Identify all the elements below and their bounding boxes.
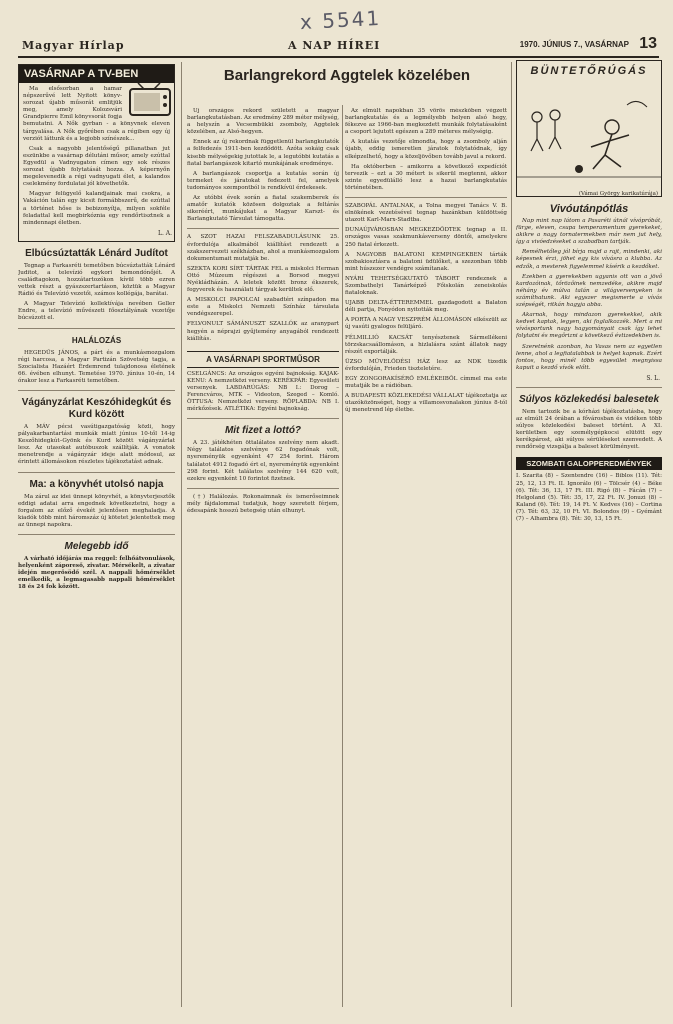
lenard-paragraph: Tegnap a Farkasréti temetőben búcsúztatták Lénárd Juditot, a televízió egykori bemondónőjét. A családtagokon, hozzátartozókon kívül több ezren vettek részt a gyászszertartáson, köztük a Magyar Rádió és Televízió vezetői, számos kollégája, barátai. [18, 262, 175, 298]
cartoon [516, 60, 662, 197]
divider [345, 197, 507, 198]
column-divider [342, 105, 343, 1007]
article-paragraph: A barlangászok csoportja a kutatás során új termeket és járatokat fedezett fel, amelyek tudományos szempontból is rendkívül érdekesek. [187, 170, 339, 191]
paper-name: Magyar Hírlap [22, 39, 125, 52]
vivout-paragraph: Nap mint nap látom a Pasaréti útnál vívópróbát, fürge, eleven, csupa temperamentum gyerekeket, akikre a nagy tornatermekben már nem jut hely, így a vivóedzéseket a szabadban tartják. [516, 218, 662, 246]
news-item: FELVONULT SÁMÁNUSZT SZALLÓK az aranypart hegyén a néprajzi gyűjtemény anyagából rendezett kiállítás. [187, 321, 339, 342]
sport-box [187, 351, 339, 368]
tv-paragraph: Ma elsősorban a hamar népszerűvé lett Nyitott könyv-sorozat újabb műsorát emlitjük meg, amely Kolozsvári Grandpierre Emil könyvsorát fogja bemutatni. A Nők gyrban - a könyvnek eleven tárgyalása. A Nők győrében csak a régiben egy új verziót láttunk és a legjobb színészek... [23, 86, 170, 142]
divider [187, 418, 339, 419]
news-item: SZEKTA KORI SÍRT TÁRTAK FEL a miskolci Herman Ottó Múzeum régészei a Borsod megyei Nyékládházán. A leletek között bronz ékszerek, fegyverek és használati tárgyak kerültek elő. [187, 265, 339, 294]
news-item: EGY ZONGORAKÍSÉRŐ EMLÉKEIBŐL címmel ma este mutatják be a rádióban. [345, 376, 507, 390]
news-item: A SZOT HAZAI FELSZABADULÁSUNK 25. évfordulója alkalmából kiállítást rendezett a szakszervezeti székházban, ahol a munkásmozgalom dokumentumait mutatják be. [187, 234, 339, 262]
news-item: SZABOPÁL ANTALNAK, a Tolna megyei Tanács V. B. elnökének vezetésével tegnap hazánkban küldöttség utazott Karl-Marx-Stadtba. [345, 203, 507, 224]
race-results-title: SZOMBATI GALOPPEREDMÉNYEK [516, 457, 662, 470]
column-4 [516, 60, 662, 1010]
divider [18, 534, 175, 535]
vagany-headline: Vágányzárlat Keszóhidegkút és Kurd között [21, 397, 172, 420]
lotto-paragraph: A 23. játékhéten öttalálatos szelvény nem akadt. Négy találatos szelvénye 62 fogadónak volt, nyereményük egyenként 47 254 forint. Három találatot 4912 fogadó ért el, nyereményük egyenként 298 forint. Két találatos szelvény 144 620 volt, ezekre egyenként 10 forintot fizetnek. [187, 440, 339, 482]
idojaras-paragraph: A várható időjárás ma reggel: felhőátvonulások, helyenként záporeső, zivatar. Mérsékelt, a zivatar idején megerősödő szél. A nappali hőmérséklet emelkedik, a legmagasabb nappali hőmérséklet 18 és 24 fok között. [18, 556, 175, 591]
issue-date: 1970. JÚNIUS 7., VASÁRNAP [519, 40, 629, 49]
cartoon-caption: (Vámai György karikatúrája) [578, 191, 658, 197]
obituary-paragraph: (†) Halálozás. Rokonaimnak és ismerőseimnek mély fájdalommal tudatjuk, hogy szeretett férjem, édesapánk hosszú betegség után elhunyt. [187, 493, 339, 515]
tv-signature: L. A. [157, 229, 172, 237]
vivout-paragraph: Akarnak, hogy mindazon gyerekekkel, akik kedvet kaptak, legyen, aki foglalkozzék. Mert a mi vívósportunk nagy hagyományait csak így lehet folytatni és megőrizni a következő évtizedekben is. [516, 312, 662, 340]
article-paragraph: Új országos rekord született a magyar barlangkutatásban. Az eredmény 289 méter mélység, a helyszín a Vecsembükki zsomboly, Aggtelek közelében, az Alsó-hegyen. [187, 108, 339, 136]
main-headline: Barlangrekord Aggtelek közelében [223, 67, 471, 84]
divider [18, 328, 175, 329]
vivout-headline: Vivóutánpótlás [549, 203, 629, 215]
article-paragraph: Ha októberben – amikorra a következő expedíciót tervezik – ezt a 30 métert is sikerül megtenni, akkor szinte egyedülálló lesz a hazai barlangkutatás történetében. [345, 163, 507, 191]
masthead [18, 34, 659, 58]
cartoon-drawing [517, 77, 661, 187]
konyvhet-paragraph: Ma zárul az idei ünnepi könyvhét, a könyvterjesztők eddigi adatai arra engednek következtetni, hogy a forgalom az előző évekét jelentősen meghaladja. A kiadók több mint háromszáz új kötetet jelentettek meg az ünnepi napokra. [18, 493, 175, 528]
cartoon-title: BÜNTETŐRÚGÁS [530, 65, 648, 77]
divider [187, 488, 339, 489]
section-title: A NAP HÍREI [288, 39, 381, 52]
tv-box [18, 64, 175, 242]
column-divider [181, 62, 182, 1007]
divider [18, 390, 175, 391]
vivout-paragraph: Ezekben a gyerekekben ugyanis ott van a jövő kardozóinak, tőrözőinek nemzedéke, akikre majd néhány év múlva talán a világversenyeken is számíthatunk. Aki egyszer megismerte a vívás szépségét, ritkán hagyja abba. [516, 273, 662, 309]
lenard-headline: Elbúcsúztatták Lénárd Judítot [25, 247, 168, 259]
tv-box-title: VASÁRNAP A TV-BEN [19, 65, 174, 83]
handwritten-note: x 5541 [299, 5, 382, 35]
lenard-paragraph: A Magyar Televízió kollektívája nevében Geller Endre, a televízió művészeti főosztályának vezetője búcsúzott el. [18, 301, 175, 322]
news-item: UJABB DELTA-ÉTTEREMMEL gazdagodott a Balaton déli partja, Fonyódon nyitották meg. [345, 300, 507, 314]
news-item: A BUDAPESTI KÖZLEKEDÉSI VÁLLALAT tájékoztatja az utazóközönséget, hogy a villamosvonalakon június 8-tól új menetrend lép életbe. [345, 393, 507, 414]
vivout-signature: S. L. [646, 374, 660, 382]
news-item: NYÁRI TEHETSÉGKUTATÓ TÁBORT rendeznek a Szombathelyi Tanárképző Főiskolán zeneiskolás fiataloknak. [345, 275, 507, 297]
vivout-paragraph: Remélhetőleg jól bírja majd a rajt, mindenki, aki képesnek érzi, jöhet egy kis vívásra a klubba. Az edzők, a mesterek figyelemmel kísérik a kezdőket. [516, 249, 662, 270]
news-item: A MISKOLCI PAPOLCAI szabadtéri színpadon ma este a Miskolci Nemzeti Színház társulata vendégszerepel. [187, 297, 339, 318]
article-paragraph: Ennek az új rekordnak függetlenül barlangkutatók a felfedezés 1911-ben kezdődött. Azóta sokáig csak kisebb mélységekig jutottak le, a legutóbbi kutatás a fiatal barlangászok kitartó munkájának eredménye. [187, 139, 339, 167]
idojaras-headline: Melegebb idő [64, 541, 129, 553]
baleset-headline: Súlyos közlekedési balesetek [518, 393, 660, 405]
sport-box-title: A VASÁRNAPI SPORTMŰSOR [206, 354, 320, 364]
vagany-paragraph: A MÁV pécsi vasútigazgatóság közli, hogy pályakarbantartási munkák miatt június 10-től 14-ig Keszőhidegkút–Gyönk és Kurd között vágányzárlat lesz. Az utasokat autóbuszok szállítják. A vonatok menetrendje a vágányzár ideje alatt módosul, az érintett állomásokon részletes tájékoztatást adnak. [18, 424, 175, 466]
column-2 [187, 108, 339, 1010]
sport-paragraph: CSELGÁNCS: Az országos egyéni bajnokság. KAJAK-KENU: A nemzetközi verseny. KERÉKPÁR: Egyesületi versenyek. LABDARÚGÁS: NB I.: Dorog – Ferencváros, MTK – Videoton, Szeged – Komló. ÖTTUSA: Nemzetközi verseny. RÖPLABDA: NB I. mérkőzések. ATLÉTIKA: Egyéni bajnokság. [187, 370, 339, 413]
divider [18, 472, 175, 473]
konyvhet-headline: Ma: a könyvhét utolsó napja [29, 478, 164, 490]
news-item: DUNAÚJVÁROSBAN MEGKEZDŐDTEK tegnap a II. országos vasas szakmunkásverseny döntői, amelyekre 250 fiatal érkezett. [345, 227, 507, 248]
news-item: A NAGYOBB BALATONI KEMPINGEKBEN tárták szobakiosztásra a balatoni üdülőket, a szezonban több mint húszezer vendégre számítanak. [345, 251, 507, 272]
article-paragraph: Az utóbbi évek során a fiatal szakemberek és amatőr kutatók közösen dolgoztak a feltárás sikeréért, munkájukat a Magyar Karszt- és Barlangkutató Társulat támogatta. [187, 195, 339, 223]
column-3 [345, 108, 507, 1010]
race-results [516, 473, 662, 523]
race-results-text: I. Szarita (8) – Szentendre (16) – Biblos (11). Tét: 25, 12, 13 Ft. II. Ignorálo (6) – Tölcsér (4) – Béke (6). Tét: 36, 13, 17 Ft. III. Rigó (8) – Fácán (7) – Helgoland (5). Tét: 35, 17, 22 Ft. IV. Jonuzi (8) – Kaland (6). Tét: 19, 14 Ft. V. Kedves (16) – Cortina (7). Tét: 63, 32, 10 Ft. VI. Bolondos (9) – Gyémánt (7) – Alhambra (8). Tét: 30, 13, 15 Ft. [516, 473, 662, 522]
divider [516, 387, 662, 388]
column-divider [511, 62, 512, 1007]
lotto-headline: Mit fizet a lottó? [224, 425, 302, 437]
tv-paragraph: Csak a nagyobb jelentőségű pillanatban jut eszünkbe a vasárnap délutáni műsor, amely ezúttal Egyedül a Vadnyugaton címen egy sok részes sorozat újabb folytatását hozza. A képernyőn megelevenedik a régi vadnyugati élet, a kalandos cselekmény fordulatai jól követhetők. [23, 145, 170, 188]
news-item: FÉLMILLIÓ KACSÁT tenyésztenek Sármellékeni törzskacsaállomáson, a hizlalásra szánt állatok nagy részét exportálják. [345, 334, 507, 355]
column-1 [18, 60, 175, 1010]
vivout-paragraph: Szeretnénk azonban, ha Vasas nem az egyetlen lenne, ahol a legfiatalabbak is helyet kapnak. Ezért fontos, hogy minél több egyesület megnyissa kapuit a kezdő vívók előtt. [516, 343, 662, 371]
news-item: A PORTA A NAGY VESZPRÉM ÁLLOMÁSON elkészült az új vasúti gyalogos felüljáró. [345, 317, 507, 331]
tv-icon [126, 83, 174, 117]
article-paragraph: A kutatás vezetője elmondta, hogy a zsomboly alján újabb, eddig ismeretlen járatok folytatódnak, így elképzelhető, hogy a közeljövőben tovább javul a rekord. [345, 139, 507, 160]
halalozas-headline: HALÁLOZÁS [71, 335, 122, 345]
news-item: ÜZSO MŰVELŐDÉSI HÁZ lesz az NDK tizedik évfordulóján, Frieden tiszteletére. [345, 358, 507, 372]
tv-paragraph: Magyar felügyelő kalandjainak mai csokra, a Vakáción talán egy kicsit formábbszerű, de ezúttal a történet hőse is bebizonyítja, milyen sokféle feladattal kell megbirkóznia egy rendőrtisztnek a mindennapi életben. [23, 191, 170, 226]
divider [187, 228, 339, 229]
halalozas-paragraph: HEGEDŰS JÁNOS, a párt és a munkásmozgalom régi harcosa, a Magyar Partizán Szövetség tagja, a Szocialista Hazáért Érdemrend tulajdonosa életének 66. évében elhunyt. Temetése 1970. június 10-én, 14 órakor lesz a Farkasréti temetőben. [18, 349, 175, 384]
article-paragraph: Az elmúlt napokban 35 vörös mészkőben végzett barlangkutatás és a legmélyebb helyen alsó hegy, fékezve az 1966-ban megkezdett munkák folytatásaként a csoport lejutott egészen a 289 méteres mélységig. [345, 108, 507, 136]
page-number: 13 [639, 35, 657, 52]
baleset-paragraph: Nem tartozik be a kórházi tájékoztatásba, hogy az elmúlt 24 órában a fővárosban és vidéken több súlyos közlekedési baleset történt. A XI. kerületben egy személygépkocsi elütött egy kerékpárost, aki súlyos sérüléseket szenvedett. A rendőrség vizsgálja a baleset körülményeit. [516, 408, 662, 451]
